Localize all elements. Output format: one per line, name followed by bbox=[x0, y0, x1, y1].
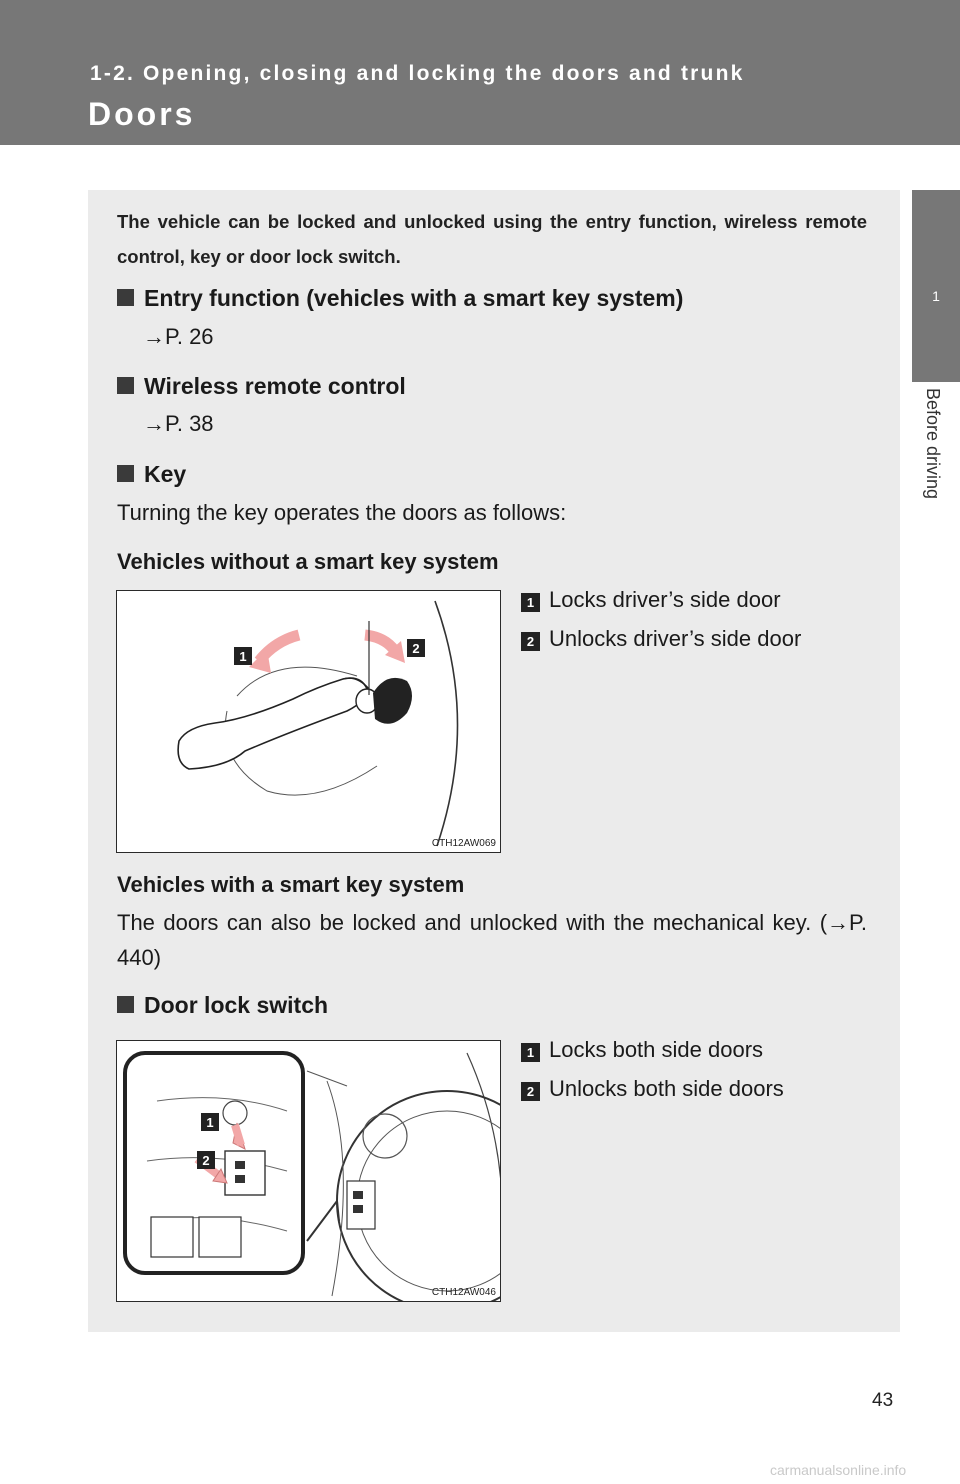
chapter-number: 1 bbox=[932, 288, 940, 304]
page-title: Doors bbox=[88, 96, 196, 132]
figure-code: CTH12AW069 bbox=[431, 838, 496, 849]
square-bullet-icon bbox=[117, 289, 134, 306]
number-badge-icon: 1 bbox=[521, 1043, 540, 1062]
key-door-handle-illustration bbox=[117, 591, 501, 853]
watermark: carmanualsonline.info bbox=[770, 1462, 907, 1478]
key-description: Turning the key operates the doors as follows: bbox=[117, 500, 567, 525]
ref-entry-function[interactable]: →P. 26 bbox=[143, 324, 214, 349]
mechanical-key-text: The doors can also be locked and unlocked with the mechanical key. (→P. 440) bbox=[117, 910, 867, 970]
figure-badge-2: 2 bbox=[412, 641, 420, 656]
figure-badge-1: 1 bbox=[206, 1115, 214, 1130]
door-lock-switch-figure bbox=[116, 1040, 501, 1302]
heading-door-lock-switch: Door lock switch bbox=[117, 992, 328, 1019]
heading-wireless-remote: Wireless remote control bbox=[117, 373, 406, 400]
legend-unlock-driver-door: 2 Unlocks driver’s side door bbox=[521, 626, 801, 652]
subheading-with-smart-key: Vehicles with a smart key system bbox=[117, 872, 465, 897]
heading-key: Key bbox=[117, 461, 186, 488]
chapter-label: Before driving bbox=[923, 388, 943, 500]
section-title: 1-2. Opening, closing and locking the doors and trunk bbox=[90, 62, 745, 85]
intro-text: The vehicle can be locked and unlocked using the entry function, wireless remote control, key or door lock switch. bbox=[117, 211, 867, 267]
figure-code: CTH12AW046 bbox=[431, 1287, 496, 1298]
door-lock-switch-illustration bbox=[117, 1041, 501, 1302]
ref-wireless-remote[interactable]: →P. 38 bbox=[143, 411, 214, 436]
number-badge-icon: 2 bbox=[521, 1082, 540, 1101]
key-door-handle-figure bbox=[116, 590, 501, 853]
subheading-without-smart-key: Vehicles without a smart key system bbox=[117, 549, 499, 574]
square-bullet-icon bbox=[117, 465, 134, 482]
number-badge-icon: 2 bbox=[521, 632, 540, 651]
heading-entry-function: Entry function (vehicles with a smart key system) bbox=[117, 285, 683, 312]
figure-badge-1: 1 bbox=[239, 649, 247, 664]
legend-unlock-both-doors: 2 Unlocks both side doors bbox=[521, 1076, 784, 1102]
page-number: 43 bbox=[872, 1390, 894, 1411]
number-badge-icon: 1 bbox=[521, 593, 540, 612]
square-bullet-icon bbox=[117, 377, 134, 394]
legend-lock-driver-door: 1 Locks driver’s side door bbox=[521, 587, 781, 613]
square-bullet-icon bbox=[117, 996, 134, 1013]
chapter-tab bbox=[912, 190, 960, 382]
legend-lock-both-doors: 1 Locks both side doors bbox=[521, 1037, 763, 1063]
figure-badge-2: 2 bbox=[202, 1153, 210, 1168]
